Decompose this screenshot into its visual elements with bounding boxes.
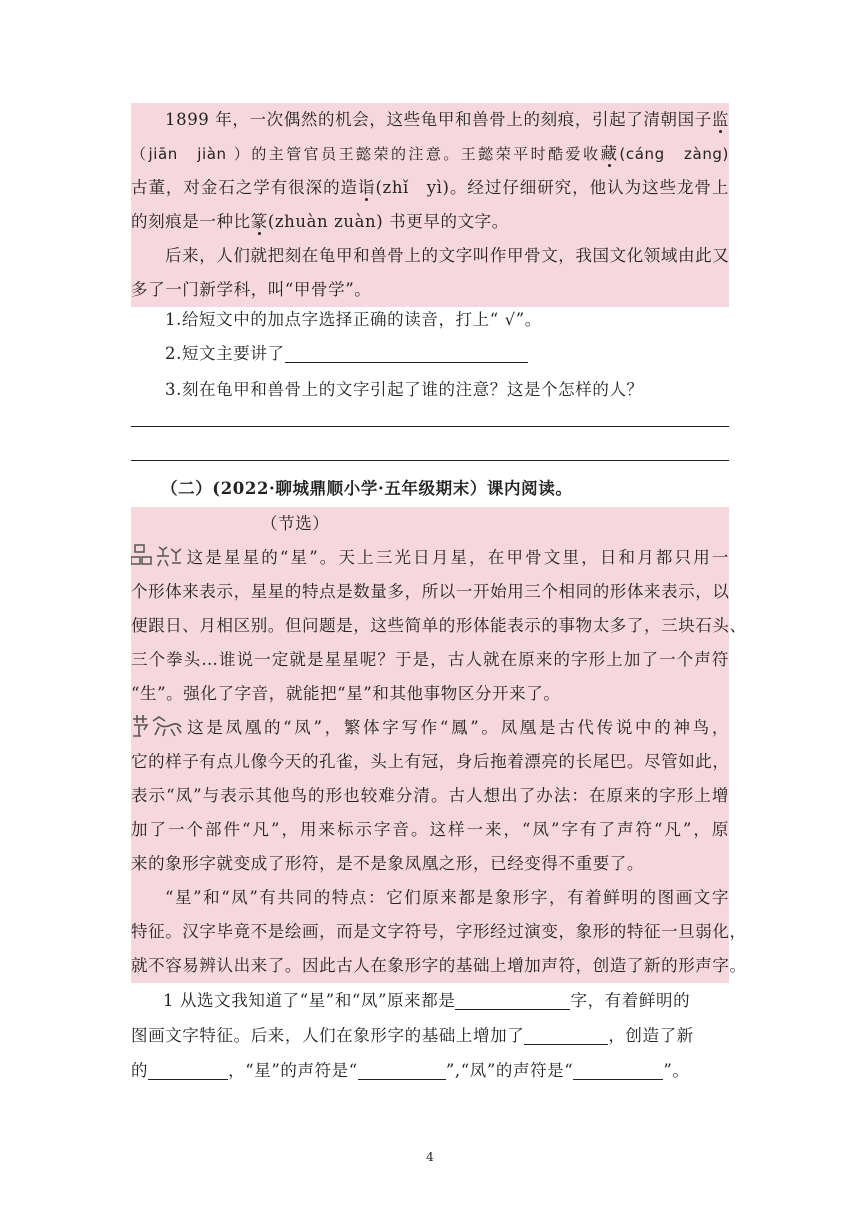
section2-para3-line-1: “星”和“凤”有共同的特点：它们原来都是象形字，有着鲜明的图画文字 bbox=[131, 881, 729, 915]
text-segment: ，“星”的声符是“ bbox=[228, 1061, 358, 1080]
question-2-text: 2.短文主要讲了 bbox=[165, 344, 285, 363]
text-segment: 图画文字特征。后来，人们在象形字的基础上增加了 bbox=[131, 1026, 525, 1045]
text-segment: 字，有着鲜明的 bbox=[570, 991, 691, 1010]
section2-para2-line-3: 表示“凤”与表示其他鸟的形也较难分清。古人想出了办法：在原来的字形上增 bbox=[131, 779, 729, 813]
text-segment: （jiān jiàn ）的主管官员王懿荣的注意。王懿荣平时酷爱收 bbox=[131, 145, 601, 163]
text-segment: ，创造了新 bbox=[608, 1026, 694, 1045]
text-segment: ”,“凤”的声符是“ bbox=[445, 1061, 574, 1080]
section2-para3-line-3: 就不容易辨认出来了。因此古人在象形字的基础上增加声符，创造了新的形声字。 bbox=[131, 949, 729, 983]
section2-para2-line-4: 加了一个部件“凡”，用来标示字音。这样一来，“凤”字有了声符“凡”，原 bbox=[131, 813, 729, 847]
oracle-star-glyph-icon bbox=[131, 543, 183, 569]
subtitle-line bbox=[131, 507, 729, 541]
pinyin-options: (cáng zàng) bbox=[619, 145, 729, 163]
passage1-line-1 bbox=[131, 103, 729, 137]
section2-para1-line-3: 便跟日、月相区别。但问题是，这些简单的形体能表示的事物太多了，三块石头、 bbox=[131, 609, 729, 643]
text-segment: 1899 年，一次偶然的机会，这些龟甲和兽骨上的刻痕，引起了清朝国子 bbox=[165, 110, 712, 129]
fill-question-line-2 bbox=[131, 1019, 729, 1053]
text-segment: 这是星星的“星”。天上三光日月星，在甲骨文里，日和月都只用一 bbox=[185, 548, 729, 567]
passage1-para2-line-2: 多了一门新学科，叫“甲骨学”。 bbox=[131, 273, 729, 307]
text-segment: 的刻痕是一种比 bbox=[131, 212, 251, 231]
question-2 bbox=[131, 337, 729, 371]
text-segment: 这是凤凰的“凤”，繁体字写作“鳳”。凤凰是古代传说中的神鸟， bbox=[185, 718, 729, 737]
subtitle: （节选） bbox=[261, 514, 330, 533]
oracle-phoenix-glyph-icon bbox=[131, 713, 183, 739]
section2-para1-line-4: 三个拳头…谁说一定就是星星呢？于是，古人就在原来的字形上加了一个声符 bbox=[131, 643, 729, 677]
dotted-char: 监 bbox=[711, 110, 729, 129]
passage1-para2-line-1: 后来，人们就把刻在龟甲和兽骨上的文字叫作甲骨文，我国文化领域由此又 bbox=[131, 239, 729, 273]
text-segment: (zhǐ yì)。经过仔细研究，他认为这些龙骨上 bbox=[375, 178, 729, 197]
section-heading: （二）(2022·聊城鼎顺小学·五年级期末）课内阅读。 bbox=[161, 479, 573, 498]
answer-line-2[interactable] bbox=[131, 460, 729, 461]
section2-para2-line-5: 来的象形字就变成了形符，是不是象凤凰之形，已经变得不重要了。 bbox=[131, 847, 729, 881]
answer-blank[interactable] bbox=[524, 1026, 608, 1045]
dotted-char: 篆 bbox=[250, 212, 268, 231]
page-number: 4 bbox=[426, 1150, 434, 1164]
section2-para1-line-1 bbox=[131, 541, 729, 575]
answer-blank[interactable] bbox=[148, 1061, 228, 1080]
answer-blank[interactable] bbox=[455, 991, 570, 1010]
answer-blank[interactable] bbox=[358, 1061, 446, 1080]
section2-para2-line-2: 它的样子有点儿像今天的孔雀，头上有冠，身后拖着漂亮的长尾巴。尽管如此， bbox=[131, 745, 729, 779]
section2-para1-line-5: “生”。强化了字音，就能把“星”和其他事物区分开来了。 bbox=[131, 677, 729, 711]
dotted-char: 诣 bbox=[358, 178, 376, 197]
section2-para3-line-2: 特征。汉字毕竟不是绘画，而是文字符号，字形经过演变，象形的特征一旦弱化， bbox=[131, 915, 729, 949]
passage1-line-3 bbox=[131, 171, 729, 205]
text-segment: 1 从选文我知道了“星”和“凤”原来都是 bbox=[163, 991, 456, 1010]
dotted-char: 藏 bbox=[600, 144, 620, 163]
text-segment: ”。 bbox=[663, 1061, 690, 1080]
fill-question-line-3 bbox=[131, 1054, 729, 1088]
text-segment: 的 bbox=[131, 1061, 149, 1080]
passage1-line-2 bbox=[131, 137, 729, 171]
answer-line-1[interactable] bbox=[131, 426, 729, 427]
text-segment: 古董，对金石之学有很深的造 bbox=[131, 178, 359, 197]
answer-blank[interactable] bbox=[573, 1061, 663, 1080]
fill-question-line-1 bbox=[131, 984, 729, 1018]
passage1-line-4 bbox=[131, 205, 729, 239]
text-segment: (zhuàn zuàn) 书更早的文字。 bbox=[267, 212, 509, 231]
question-1: 1.给短文中的加点字选择正确的读音，打上“ √”。 bbox=[165, 310, 542, 329]
question-3: 3.刻在龟甲和兽骨上的文字引起了谁的注意？这是个怎样的人？ bbox=[165, 380, 644, 399]
section2-para2-line-1 bbox=[131, 711, 729, 745]
section2-para1-line-2: 个形体来表示，星星的特点是数量多，所以一开始用三个相同的形体来表示，以 bbox=[131, 575, 729, 609]
answer-blank[interactable] bbox=[285, 344, 528, 363]
